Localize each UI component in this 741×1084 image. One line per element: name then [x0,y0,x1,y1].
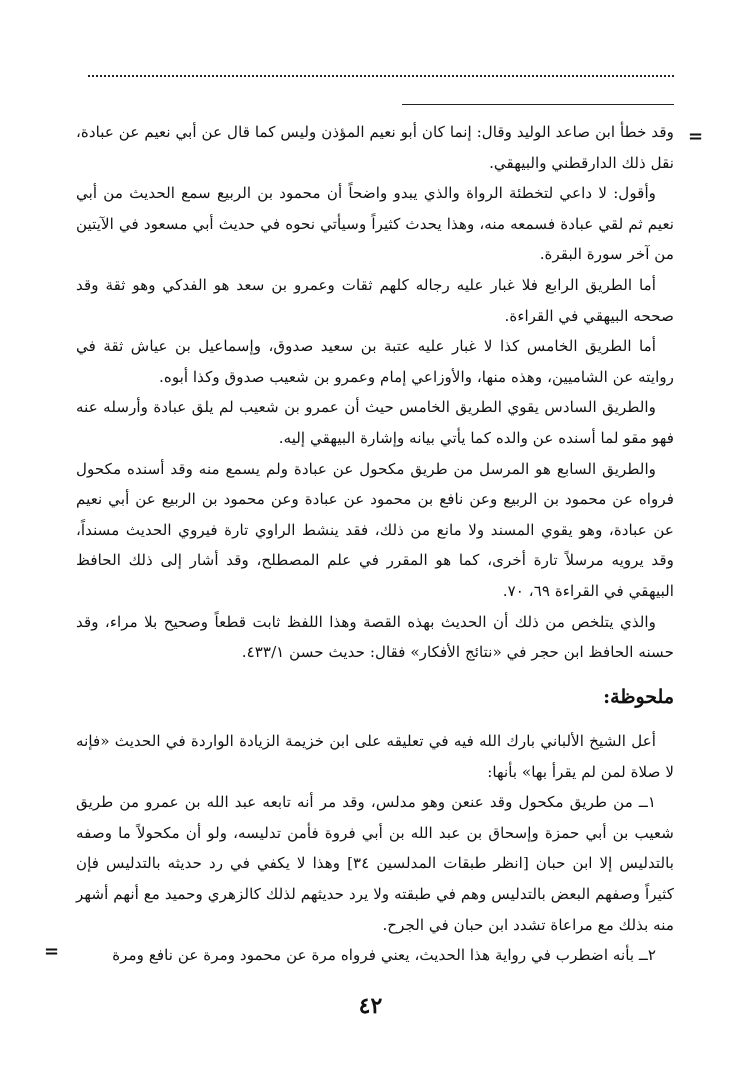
note-body [76,726,674,971]
paragraph-6: والطريق السابع هو المرسل من طريق مكحول عن عبادة ولم يسمع منه وقد أسنده مكحول فرواه عن محمود بن الربيع وعن نافع بن محمود عن عبادة وعن محمود بن الربيع عن أبي نعيم عن عبادة، وهو يقوي المسند ولا مانع من ذلك، فقد ينشط الراوي تارة فيروي الحديث مسنداً، وقد يرويه مرسلاً تارة أخرى، كما هو المقرر في علم المصطلح، وقد أشار إلى ذلك الحافظ البيهقي في القراءة ٦٩، ٧٠. [76,459,674,600]
page-number: ٤٢ [358,993,383,1019]
note-paragraph-2: ١ــ من طريق مكحول وقد عنعن وهو مدلس، وقد مر أنه تابعه عبد الله بن عمرو من طريق شعيب بن أبي حمزة وإسحاق بن عبد الله بن أبي فروة فأمن تدليسه، ولو أن مكحولاً ما وصفه بالتدليس إلا ابن حبان [انظر طبقات المدلسين ٣٤] وهذا لا يكفي في رد حديثه بالتدليس فإن كثيراً وصفهم البعض بالتدليس وهم في طبقته ولا يرد حديثهم لذلك كالزهري وحميد مع أنهم أشهر منه بذلك مع مراعاة تشدد ابن حبان في الجرح. [76,793,674,934]
continuation-mark-start: = [688,126,704,147]
note-paragraph-3: ٢ــ بأنه اضطرب في رواية هذا الحديث، يعني فرواه مرة عن محمود ومرة عن نافع ومرة [112,946,656,965]
note-heading: ملحوظة: [603,686,674,708]
paragraph-4: أما الطريق الخامس كذا لا غبار عليه عتبة بن سعيد صدوق، وإسماعيل بن عياش ثقة في روايته عن الشاميين، وهذه منها، والأوزاعي إمام وعمرو بن شعيب صدوق وكذا أبوه. [76,337,674,386]
note-paragraph-1: أعل الشيخ الألباني بارك الله فيه في تعليقه على ابن خزيمة الزيادة الواردة في الحديث «فإنه لا صلاة لمن لم يقرأ بها» بأنها: [76,732,674,781]
paragraph-2: وأقول: لا داعي لتخطئة الرواة والذي يبدو واضحاً أن محمود بن الربيع سمع الحديث من أبي نعيم ثم لقي عبادة فسمعه منه، وهذا يحدث كثيراً وسيأتي نحوه في حديث أبي مسعود في الآيتين من آخر سورة البقرة. [76,184,674,264]
footnote-separator-rule [402,104,674,105]
paragraph-7: والذي يتلخص من ذلك أن الحديث بهذه القصة وهذا اللفظ ثابت قطعاً وصحيح بلا مراء، وقد حسنه الحافظ ابن حجر في «نتائج الأفكار» فقال: حديث حسن ٤٣٣/١. [76,612,674,662]
continuation-mark-end: = [44,941,60,962]
footnote-body [76,117,674,668]
paragraph-3: أما الطريق الرابع فلا غبار عليه رجاله كلهم ثقات وعمرو بن سعد هو الفدكي وهو ثقة وقد صححه البيهقي في القراءة. [76,275,674,325]
paragraph-1: وقد خطأ ابن صاعد الوليد وقال: إنما كان أبو نعيم المؤذن وليس كما قال عن أبي نعيم عن عبادة، نقل ذلك الدارقطني والبيهقي. [76,123,674,172]
paragraph-5: والطريق السادس يقوي الطريق الخامس حيث أن عمرو بن شعيب لم يلق عبادة وأرسله عنه فهو مقو لما أسنده عن والده كما يأتي بيانه وإشارة البيهقي إليه. [76,398,674,447]
header-dotted-rule [88,75,674,77]
